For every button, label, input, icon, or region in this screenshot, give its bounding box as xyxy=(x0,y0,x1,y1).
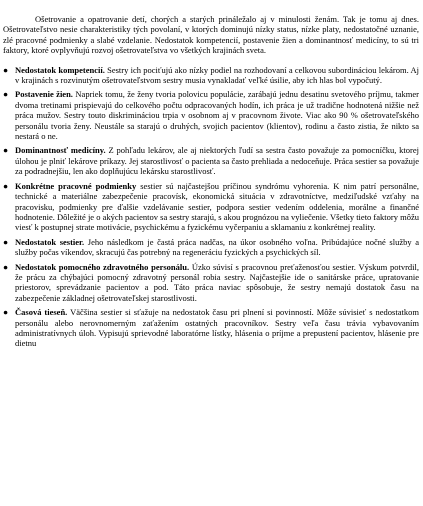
list-item-body: Väčšina sestier si sťažuje na nedostatok času pri plnení si povinností. Môže súvisieť s nedostatkom personálu alebo nerovnomerným zaťažením ostatných pracovníkov. Sestry veľa času trávia vybavovaním administratívnych úloh. Vypisujú sprievodné laboratórne lístky, hlásenia o príjme a prepustení pacientov, hlásenie pre dietnu xyxy=(15,307,419,349)
list-item xyxy=(3,181,419,233)
list-item-title: Postavenie žien. xyxy=(15,89,73,100)
bullet-icon: ● xyxy=(3,64,9,75)
list-item-body: sestier sú najčastejšou príčinou syndrómu vyhorenia. K nim patrí personálne, technické a materiálne zabezpečenie pracovísk, ekonomická situácia v zdravotníctve, medziľudské vzťahy na pracovisku, podmienky pre ďalšie vzdelávanie sestier, podpora sestier vedením oddelenia, morálne a finančné hodnotenie. Dôležité je o akých pacientov sa sestry starajú, s akou prognózou na vyliečenie. Všetky tieto faktory môžu viesť k postupnej strate motivácie, psychickému a fyzickému vyčerpaniu a sklamaniu z konkrétnej reality. xyxy=(15,180,420,233)
list-item xyxy=(3,262,419,304)
list-item-body: Sestry ich pociťujú ako nízky podiel na rozhodovaní a celkovou subordináciou lekárom. Aj v krajinách s rozvinutým ošetrovateľstvom sestry musia vynakladať veľké úsilie, aby ich hlas bol vypočutý. xyxy=(15,64,419,86)
list-item xyxy=(3,307,419,349)
list-item-body: Úzko súvisí s pracovnou preťaženosťou sestier. Výskum potvrdil, že prácu za chýbajúci pomocný zdravotný personál robia sestry. Najčastejšie ide o sanitárske práce, upratovanie priestorov, sprevádzanie pacientov a pod. Táto práca naviac spôsobuje, že sestry nemajú dostatok času na zabezpečenie základnej ošetrovateľskej starostlivosti. xyxy=(15,261,420,303)
list-item-body: Napriek tomu, že ženy tvoria polovicu populácie, zarábajú jednu desatinu svetového príjmu, takmer dvoma tretinami prispievajú do celkového počtu odpracovaných hodín, ich práca je už tradične hodnotená nižšie než práca mužov. Sestry touto diskrimináciou trpia v osobnom aj v pracovnom živote. Viac ako 90 % ošetrovateľského personálu tvoria ženy. Neustále sa starajú o druhých, svojich pacientov (klientov), rodinu a často zistia, že nikto sa nestará o ne. xyxy=(15,89,420,142)
list-item-text xyxy=(15,237,419,258)
intro-paragraph: Ošetrovanie a opatrovanie detí, chorých a starých prináležalo aj v minulosti ženám. Tak je tomu aj dnes. Ošetrovateľstvo nesie charakteristiky tých povolaní, v ktorých dominujú nízky status, nízke platy, nedostatočné uznanie, zlé pracovné podmienky a slabé vzdelanie. Nedostatok kompetencií, postavenie žien a dominantnosť medicíny, to sú tri faktory, ktoré ovplyvňujú rozvoj ošetrovateľstva vo všetkých krajinách sveta. xyxy=(3,14,419,56)
bullet-icon: ● xyxy=(3,145,9,156)
bullet-icon: ● xyxy=(3,236,9,247)
list-item-title: Nedostatok sestier. xyxy=(15,236,85,247)
list-item-title: Časová tieseň. xyxy=(15,307,68,318)
list-item-text xyxy=(15,307,419,349)
list-item xyxy=(3,89,419,141)
list-item-title: Nedostatok pomocného zdravotného personálu. xyxy=(15,261,190,272)
list-item-body: Jeho následkom je častá práca nadčas, na úkor osobného voľna. Pribúdajúce nočné služby a služby počas víkendov, skracujú čas potrebný na regeneráciu fyzických a psychických síl. xyxy=(15,236,419,258)
list-item-text xyxy=(15,89,419,141)
list-item-text xyxy=(15,262,419,304)
list-item-text xyxy=(15,65,419,86)
list-item-title: Nedostatok kompetencií. xyxy=(15,64,105,75)
bullet-icon: ● xyxy=(3,261,9,272)
list-item-text xyxy=(15,145,419,176)
list-item xyxy=(3,237,419,258)
list-item-body: Z pohľadu lekárov, ale aj niektorých ľudí sa sestra často považuje za pomocníčku, ktorej úlohou je plniť lekárove príkazy. Jej starostlivosť o pacienta sa často prehliada a nedoceňuje. Práca sestier sa považuje za podradnejšiu, len ako doplňujúcu lekársku starostlivosť. xyxy=(15,145,420,177)
bullet-icon: ● xyxy=(3,307,9,318)
bullet-icon: ● xyxy=(3,89,9,100)
list-item xyxy=(3,65,419,86)
list-item-title: Konkrétne pracovné podmienky xyxy=(15,180,137,191)
list-item-text xyxy=(15,181,419,233)
bullet-icon: ● xyxy=(3,180,9,191)
list-item xyxy=(3,145,419,176)
list-item-title: Dominantnosť medicíny. xyxy=(15,145,106,156)
